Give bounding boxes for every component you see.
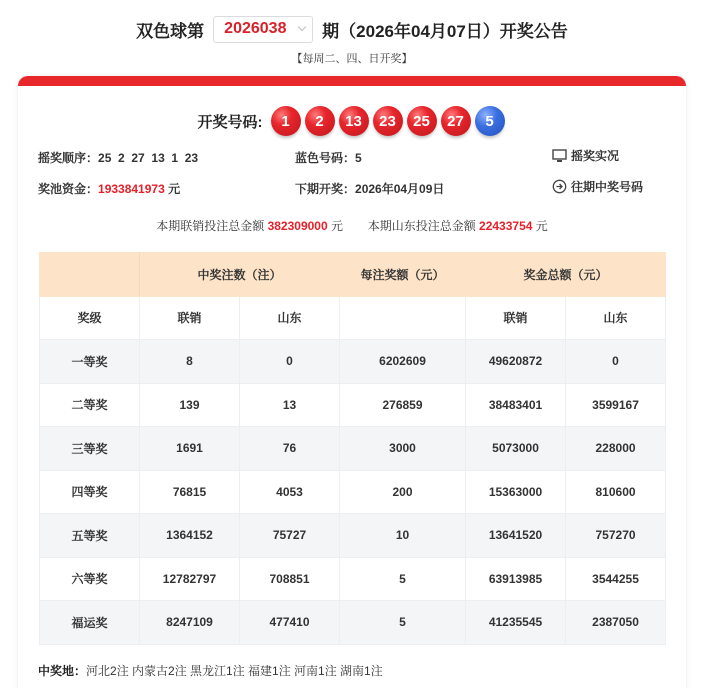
- shandong-count: 76: [240, 427, 340, 471]
- draw-order-label: 摇奖顺序：: [38, 151, 99, 165]
- shandong-count: 4053: [240, 470, 340, 514]
- prize-level: 二等奖: [40, 383, 140, 427]
- page-header: [0, 14, 704, 66]
- shandong-sales-unit: 元: [532, 219, 548, 233]
- national-count: 8247109: [140, 601, 240, 645]
- shandong-count: 75727: [240, 514, 340, 558]
- prize-pool: [38, 180, 180, 197]
- title-prefix: 双色球第: [136, 21, 205, 41]
- national-count: 8: [140, 340, 240, 384]
- prize-level: 四等奖: [40, 470, 140, 514]
- red-ball: 2: [305, 106, 335, 136]
- table-row: [40, 557, 666, 601]
- sales-summary: [18, 217, 686, 234]
- per-prize-amount: 10: [340, 514, 466, 558]
- prize-level: 一等奖: [40, 340, 140, 384]
- per-prize-amount: 3000: [340, 427, 466, 471]
- red-ball: 13: [339, 106, 369, 136]
- table-row: [40, 340, 666, 384]
- next-draw-value: 2026年04月09日: [355, 182, 445, 196]
- national-total: 5073000: [466, 427, 566, 471]
- table-row: [40, 383, 666, 427]
- draw-order: [38, 149, 198, 166]
- group-header-total: 奖金总额（元）: [466, 253, 666, 297]
- page-title: [0, 14, 704, 44]
- national-total: 63913985: [466, 557, 566, 601]
- national-total: 38483401: [466, 383, 566, 427]
- per-prize-amount: 6202609: [340, 340, 466, 384]
- per-prize-amount: 200: [340, 470, 466, 514]
- national-total: 15363000: [466, 470, 566, 514]
- prize-level: 福运奖: [40, 601, 140, 645]
- group-header-winners: 中奖注数（注）: [140, 253, 340, 297]
- next-draw: [295, 180, 444, 197]
- national-count: 139: [140, 383, 240, 427]
- chevron-down-icon: [298, 23, 306, 31]
- live-draw-link[interactable]: [552, 147, 619, 164]
- history-label: 往期中奖号码: [571, 180, 644, 194]
- live-draw-label: 摇奖实况: [571, 149, 620, 163]
- prize-pool-value: 1933841973: [98, 182, 165, 196]
- per-prize-amount: 5: [340, 601, 466, 645]
- national-sales-value: 382309000: [267, 219, 328, 233]
- card-top-bar: [18, 76, 686, 86]
- table-group-header: [40, 253, 666, 297]
- issue-value: 2026038: [224, 20, 287, 37]
- monitor-icon: [552, 149, 567, 163]
- national-total: 13641520: [466, 514, 566, 558]
- prize-table: [39, 252, 666, 645]
- shandong-total: 757270: [566, 514, 666, 558]
- col-header-shandong: 山东: [240, 296, 340, 340]
- winning-locations: [38, 662, 383, 679]
- table-row: [40, 427, 666, 471]
- prize-pool-label: 奖池资金：: [38, 182, 99, 196]
- title-suffix: 期（2026年04月07日）开奖公告: [322, 21, 568, 41]
- blue-ball: 5: [475, 106, 505, 136]
- result-card: [18, 76, 686, 688]
- prize-level: 六等奖: [40, 557, 140, 601]
- col-header-blank: [340, 296, 466, 340]
- shandong-sales-value: 22433754: [479, 219, 533, 233]
- winning-locations-label: 中奖地：: [38, 664, 87, 678]
- col-header-level: 奖级: [40, 296, 140, 340]
- arrow-circle-right-icon: [552, 179, 567, 194]
- col-header-national: 联销: [140, 296, 240, 340]
- group-header-empty: [40, 253, 140, 297]
- shandong-total: 810600: [566, 470, 666, 514]
- draw-order-value: 25 2 27 13 1 23: [98, 151, 199, 165]
- red-ball: 27: [441, 106, 471, 136]
- shandong-sales-label: 本期山东投注总金额: [367, 219, 480, 233]
- shandong-count: 708851: [240, 557, 340, 601]
- national-count: 76815: [140, 470, 240, 514]
- national-count: 1364152: [140, 514, 240, 558]
- draw-schedule: 【每周二、四、日开奖】: [291, 53, 413, 65]
- red-ball: 23: [373, 106, 403, 136]
- issue-select[interactable]: [213, 16, 313, 43]
- shandong-total: 2387050: [566, 601, 666, 645]
- table-sub-header: [40, 296, 666, 340]
- national-total: 49620872: [466, 340, 566, 384]
- prize-level: 五等奖: [40, 514, 140, 558]
- national-count: 1691: [140, 427, 240, 471]
- shandong-total: 0: [566, 340, 666, 384]
- prize-level: 三等奖: [40, 427, 140, 471]
- shandong-count: 0: [240, 340, 340, 384]
- shandong-count: 477410: [240, 601, 340, 645]
- red-ball: 25: [407, 106, 437, 136]
- blue-number: [295, 149, 362, 166]
- per-prize-amount: 276859: [340, 383, 466, 427]
- blue-number-value: 5: [355, 151, 362, 165]
- next-draw-label: 下期开奖：: [295, 182, 356, 196]
- blue-number-label: 蓝色号码：: [295, 151, 356, 165]
- table-row: [40, 514, 666, 558]
- national-sales-label: 本期联销投注总金额: [156, 219, 268, 233]
- col-header-shandong-total: 山东: [566, 296, 666, 340]
- shandong-count: 13: [240, 383, 340, 427]
- table-row: [40, 601, 666, 645]
- group-header-per-prize: 每注奖额（元）: [340, 253, 466, 297]
- shandong-total: 228000: [566, 427, 666, 471]
- col-header-national-total: 联销: [466, 296, 566, 340]
- national-total: 41235545: [466, 601, 566, 645]
- national-count: 12782797: [140, 557, 240, 601]
- national-sales-unit: 元: [327, 219, 343, 233]
- winning-locations-value: 河北2注 内蒙古2注 黑龙江1注 福建1注 河南1注 湖南1注: [86, 664, 383, 678]
- shandong-total: 3544255: [566, 557, 666, 601]
- shandong-total: 3599167: [566, 383, 666, 427]
- prize-pool-unit: 元: [164, 182, 181, 196]
- red-ball: 1: [271, 106, 301, 136]
- history-link[interactable]: [552, 178, 643, 195]
- table-row: [40, 470, 666, 514]
- winning-numbers-label: 开奖号码:: [197, 113, 263, 131]
- per-prize-amount: 5: [340, 557, 466, 601]
- winning-numbers: [18, 106, 686, 136]
